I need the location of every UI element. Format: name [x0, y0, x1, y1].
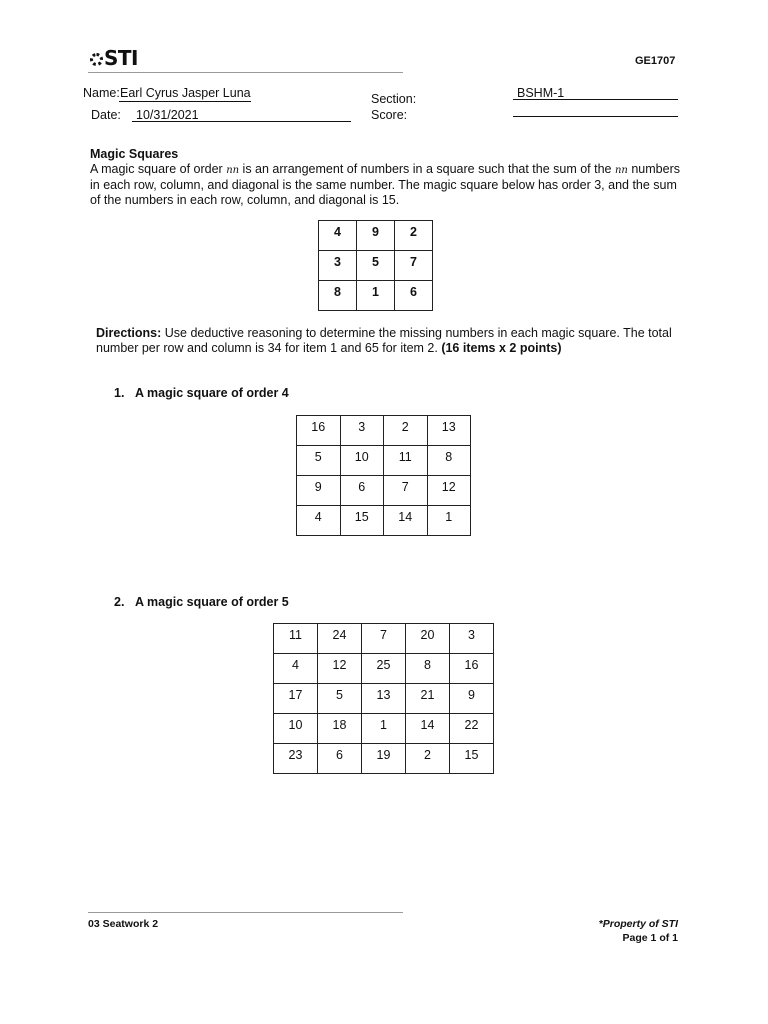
grid-cell: 19: [362, 744, 406, 774]
grid-cell: 18: [318, 714, 362, 744]
score-label: Score:: [371, 108, 408, 122]
item1-magic-square: [296, 415, 471, 536]
grid-cell: 8: [319, 281, 357, 311]
table-row: [297, 476, 471, 506]
grid-cell: 11: [384, 446, 428, 476]
table-row: [297, 446, 471, 476]
footer-property: *Property of STI: [598, 918, 678, 930]
footer-rule: [88, 912, 403, 913]
grid-cell: 2: [395, 221, 433, 251]
grid-cell: 16: [297, 416, 341, 446]
grid-cell: 5: [297, 446, 341, 476]
grid-cell: 12: [427, 476, 471, 506]
grid-cell: 4: [274, 654, 318, 684]
item1-title: A magic square of order 4: [135, 386, 289, 400]
grid-cell: 10: [274, 714, 318, 744]
section-value[interactable]: BSHM-1: [517, 86, 565, 100]
item2-number: 2.: [114, 595, 125, 609]
grid-cell: 7: [362, 624, 406, 654]
grid-cell: 1: [362, 714, 406, 744]
item2-magic-square: [273, 623, 494, 774]
grid-cell: 10: [340, 446, 384, 476]
grid-cell: 6: [340, 476, 384, 506]
course-code: GE1707: [635, 55, 676, 67]
item2-title: A magic square of order 5: [135, 595, 289, 609]
grid-cell: 15: [450, 744, 494, 774]
grid-cell: 14: [406, 714, 450, 744]
grid-cell: 25: [362, 654, 406, 684]
grid-cell: 12: [318, 654, 362, 684]
example-magic-square: [318, 220, 433, 311]
intro-paragraph: A magic square of order nn is an arrangement of numbers in a square such that the sum of the nn numbers in each row, column, and diagonal is the same number. The magic square below has order 3, and the sum of the numbers in each row, column, and diagonal is 15.: [90, 162, 680, 207]
grid-cell: 5: [357, 251, 395, 281]
grid-cell: 6: [318, 744, 362, 774]
grid-cell: 9: [357, 221, 395, 251]
grid-cell: 14: [384, 506, 428, 536]
table-row: [274, 714, 494, 744]
section-underline: [513, 99, 678, 100]
directions-paragraph: Directions: Use deductive reasoning to determine the missing numbers in each magic square. The total number per row and column is 34 for item 1 and 65 for item 2. (16 items x 2 points): [96, 326, 672, 355]
name-label: Name:: [83, 86, 120, 100]
table-row: [274, 654, 494, 684]
grid-cell: 8: [427, 446, 471, 476]
grid-cell: 1: [427, 506, 471, 536]
grid-cell: 9: [450, 684, 494, 714]
grid-cell: 21: [406, 684, 450, 714]
grid-cell: 22: [450, 714, 494, 744]
grid-cell: 24: [318, 624, 362, 654]
math-variable: nn: [226, 165, 240, 176]
section-label: Section:: [371, 92, 417, 106]
footer-page-number: Page 1 of 1: [622, 932, 678, 944]
sti-gear-icon: [90, 53, 103, 66]
grid-cell: 2: [406, 744, 450, 774]
grid-cell: 20: [406, 624, 450, 654]
date-value[interactable]: 10/31/2021: [136, 108, 199, 122]
name-underline: [119, 101, 251, 102]
footer-doc-label: 03 Seatwork 2: [88, 918, 159, 930]
table-row: [274, 624, 494, 654]
table-row: [319, 281, 433, 311]
table-row: [274, 744, 494, 774]
grid-cell: 7: [384, 476, 428, 506]
grid-cell: 13: [362, 684, 406, 714]
sti-logo: STI: [90, 46, 138, 70]
grid-cell: 4: [319, 221, 357, 251]
date-underline: [132, 121, 351, 122]
grid-cell: 2: [384, 416, 428, 446]
math-variable: nn: [614, 165, 628, 176]
grid-cell: 8: [406, 654, 450, 684]
section-title: Magic Squares: [90, 147, 179, 161]
grid-cell: 11: [274, 624, 318, 654]
grid-cell: 7: [395, 251, 433, 281]
name-value[interactable]: Earl Cyrus Jasper Luna: [120, 86, 251, 100]
grid-cell: 3: [340, 416, 384, 446]
grid-cell: 3: [450, 624, 494, 654]
grid-cell: 6: [395, 281, 433, 311]
grid-cell: 3: [319, 251, 357, 281]
table-row: [319, 251, 433, 281]
grid-cell: 13: [427, 416, 471, 446]
date-label: Date:: [91, 108, 121, 122]
table-row: [297, 506, 471, 536]
grid-cell: 4: [297, 506, 341, 536]
grid-cell: 16: [450, 654, 494, 684]
score-underline: [513, 116, 678, 117]
grid-cell: 9: [297, 476, 341, 506]
table-row: [319, 221, 433, 251]
header-rule: [88, 72, 403, 73]
table-row: [274, 684, 494, 714]
item1-number: 1.: [114, 386, 125, 400]
grid-cell: 23: [274, 744, 318, 774]
grid-cell: 17: [274, 684, 318, 714]
table-row: [297, 416, 471, 446]
grid-cell: 5: [318, 684, 362, 714]
grid-cell: 1: [357, 281, 395, 311]
grid-cell: 15: [340, 506, 384, 536]
